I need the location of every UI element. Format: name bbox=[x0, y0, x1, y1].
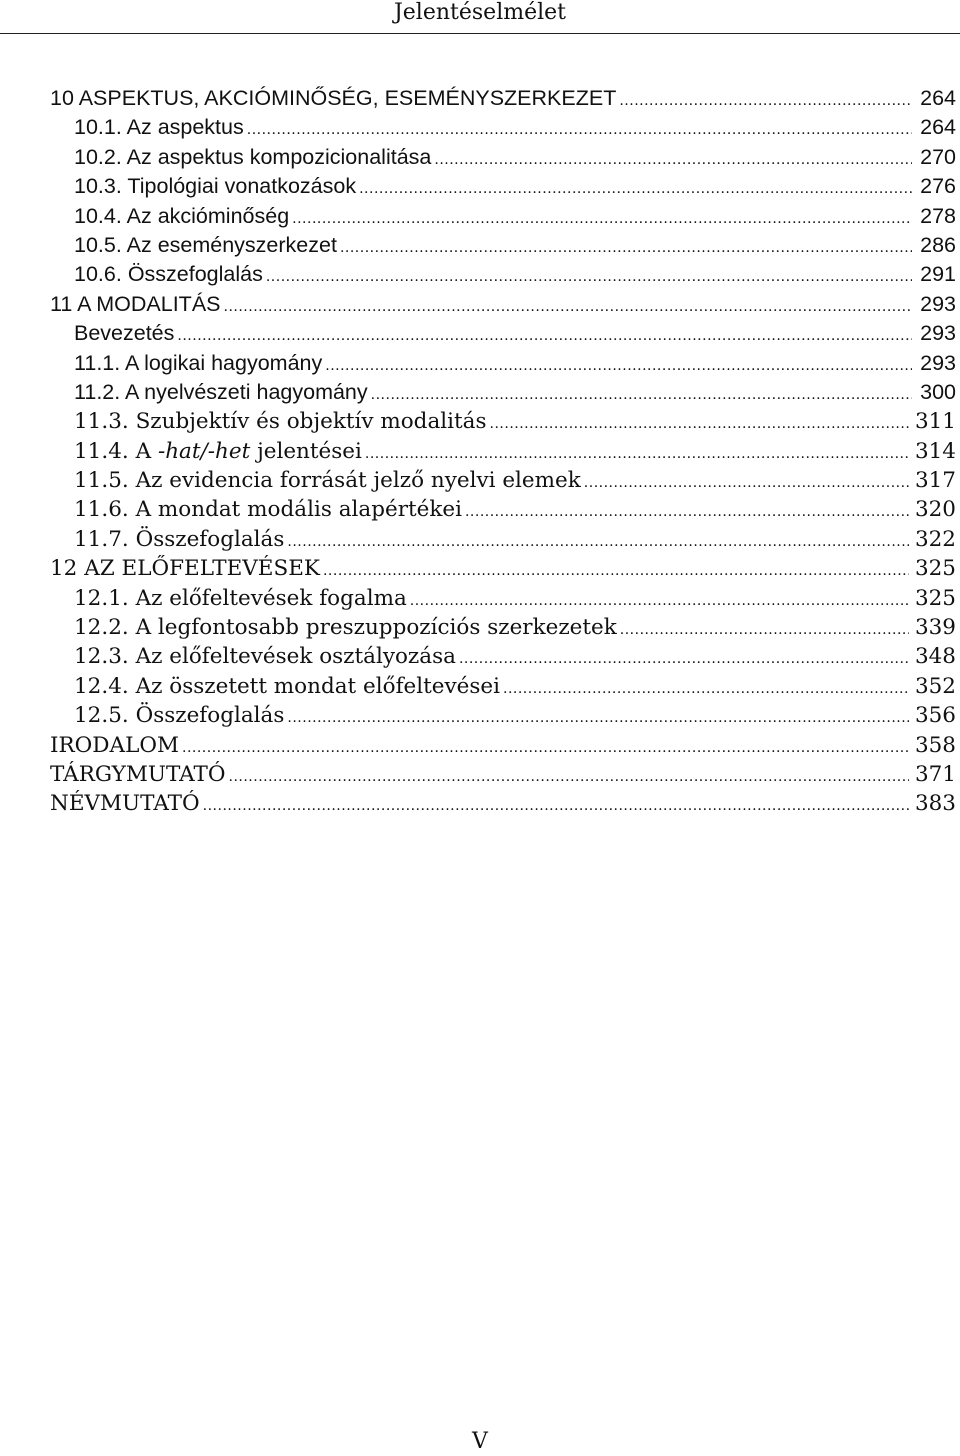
toc-entry-text-italic: -hat/-het bbox=[157, 438, 251, 464]
toc-entry-page: 322 bbox=[914, 526, 956, 552]
toc-entry-title bbox=[74, 319, 174, 348]
toc-entry-number: 12.2. bbox=[74, 615, 129, 641]
toc-entry[interactable] bbox=[50, 525, 956, 554]
toc-entry-text: Bevezetés bbox=[74, 321, 175, 346]
toc-entry-number: 10.3. bbox=[74, 174, 122, 199]
toc-entry-number: 10.5. bbox=[74, 232, 122, 257]
toc-entry-title bbox=[74, 701, 284, 730]
toc-entry[interactable] bbox=[50, 731, 956, 760]
toc-entry[interactable] bbox=[50, 466, 956, 495]
toc-entry-page: 317 bbox=[914, 468, 956, 494]
toc-entry[interactable] bbox=[50, 172, 956, 201]
dot-leader bbox=[619, 87, 912, 116]
dot-leader bbox=[177, 322, 912, 351]
toc-entry-page: 270 bbox=[920, 144, 956, 169]
toc-entry-title bbox=[74, 437, 362, 466]
toc-entry-title bbox=[74, 466, 581, 495]
toc-entry-number: 11.4. bbox=[74, 438, 129, 464]
toc-entry-title bbox=[74, 172, 356, 201]
toc-entry-title bbox=[50, 760, 226, 789]
toc-entry[interactable] bbox=[50, 319, 956, 348]
toc-entry-title bbox=[74, 407, 487, 436]
toc-entry-number: 11.6. bbox=[74, 497, 129, 523]
toc-entry[interactable] bbox=[50, 789, 956, 818]
toc-entry-text: Összefoglalás bbox=[135, 526, 285, 552]
toc-entry-number: 12.1. bbox=[74, 585, 129, 611]
toc-entry[interactable] bbox=[50, 760, 956, 789]
toc-entry[interactable] bbox=[50, 260, 956, 289]
dot-leader bbox=[247, 116, 912, 145]
toc-entry[interactable] bbox=[50, 407, 956, 436]
toc-entry[interactable] bbox=[50, 231, 956, 260]
dot-leader bbox=[266, 263, 912, 292]
toc-entry-title bbox=[74, 672, 500, 701]
toc-entry[interactable] bbox=[50, 349, 956, 378]
dot-leader bbox=[584, 469, 909, 498]
toc-entry-number: 10.1. bbox=[74, 115, 122, 140]
dot-leader bbox=[503, 675, 909, 704]
dot-leader bbox=[465, 498, 909, 527]
toc-entry-title bbox=[74, 231, 337, 260]
toc-entry-page: 314 bbox=[914, 438, 956, 464]
toc-entry-page: 325 bbox=[914, 556, 956, 582]
toc-entry-title bbox=[74, 495, 462, 524]
toc-entry-page: 291 bbox=[920, 262, 956, 287]
toc-entry-page: 311 bbox=[914, 409, 956, 435]
toc-entry-text-after: jelentései bbox=[250, 438, 362, 464]
dot-leader bbox=[434, 146, 912, 175]
toc-entry-title bbox=[74, 202, 289, 231]
dot-leader bbox=[229, 763, 909, 792]
toc-entry[interactable] bbox=[50, 613, 956, 642]
toc-entry-text: Az aspektus kompozicionalitása bbox=[126, 144, 432, 169]
toc-entry-text: A MODALITÁS bbox=[77, 291, 221, 316]
toc-entry-page: 300 bbox=[920, 379, 956, 404]
dot-leader bbox=[182, 734, 909, 763]
dot-leader bbox=[323, 557, 909, 586]
toc-entry-page: 276 bbox=[920, 174, 956, 199]
toc-entry-text: Az eseményszerkezet bbox=[126, 232, 337, 257]
toc-entry-page: 320 bbox=[914, 497, 956, 523]
toc-entry-text: AZ ELŐFELTEVÉSEK bbox=[84, 556, 320, 582]
toc-entry-text: Az akcióminőség bbox=[126, 203, 290, 228]
toc-entry-number: 11.3. bbox=[74, 409, 129, 435]
toc-entry-number: 12.5. bbox=[74, 703, 129, 729]
toc-entry-page: 348 bbox=[914, 644, 956, 670]
toc-entry[interactable] bbox=[50, 202, 956, 231]
toc-entry-number: 11 bbox=[50, 291, 73, 316]
toc-entry-number: 10 bbox=[50, 86, 74, 110]
toc-entry-page: 352 bbox=[914, 673, 956, 699]
toc-entry[interactable] bbox=[50, 84, 956, 113]
toc-entry-title bbox=[74, 584, 407, 613]
toc-entry-page: 325 bbox=[914, 585, 956, 611]
toc-entry-number: 12.3. bbox=[74, 644, 129, 670]
toc-entry-text: A logikai hagyomány bbox=[125, 350, 323, 375]
toc-entry-title bbox=[50, 290, 221, 319]
toc-entry-page: 286 bbox=[920, 232, 956, 257]
table-of-contents bbox=[50, 84, 956, 819]
toc-entry-text: ASPEKTUS, AKCIÓMINŐSÉG, ESEMÉNYSZERKEZET bbox=[78, 86, 617, 110]
toc-entry-number: 11.2. bbox=[74, 379, 121, 404]
toc-entry-title bbox=[74, 642, 456, 671]
dot-leader bbox=[287, 704, 909, 733]
toc-entry-text: IRODALOM bbox=[50, 732, 179, 758]
toc-entry-number: 12 bbox=[50, 556, 78, 582]
toc-entry[interactable] bbox=[50, 495, 956, 524]
toc-entry-title bbox=[74, 260, 263, 289]
toc-entry-page: 356 bbox=[914, 703, 956, 729]
toc-entry-page: 293 bbox=[920, 321, 956, 346]
toc-entry-title bbox=[50, 731, 179, 760]
toc-entry-text: Az evidencia forrását jelző nyelvi elemek bbox=[135, 468, 581, 494]
toc-entry[interactable] bbox=[50, 143, 956, 172]
toc-entry-text: Az előfeltevések osztályozása bbox=[135, 644, 456, 670]
dot-leader bbox=[620, 616, 909, 645]
toc-entry-title bbox=[74, 143, 431, 172]
dot-leader bbox=[359, 175, 912, 204]
dot-leader bbox=[490, 410, 909, 439]
toc-entry-page: 358 bbox=[914, 732, 956, 758]
page-number: V bbox=[472, 1429, 488, 1454]
toc-entry[interactable] bbox=[50, 701, 956, 730]
toc-entry[interactable] bbox=[50, 554, 956, 583]
dot-leader bbox=[224, 293, 913, 322]
toc-entry-text: TÁRGYMUTATÓ bbox=[50, 761, 226, 787]
toc-entry-number: 11.7. bbox=[74, 526, 129, 552]
toc-entry-text: A nyelvészeti hagyomány bbox=[125, 379, 368, 404]
toc-entry-text: Az összetett mondat előfeltevései bbox=[135, 673, 500, 699]
running-header bbox=[0, 0, 960, 34]
dot-leader bbox=[287, 528, 909, 557]
toc-entry[interactable] bbox=[50, 113, 956, 142]
toc-entry-title bbox=[50, 789, 200, 818]
running-title: Jelentéselmélet bbox=[393, 0, 567, 25]
dot-leader bbox=[203, 792, 909, 821]
toc-entry-title bbox=[74, 613, 617, 642]
toc-entry[interactable] bbox=[50, 672, 956, 701]
toc-entry-page: 371 bbox=[914, 761, 956, 787]
toc-entry-number: 10.4. bbox=[74, 203, 122, 228]
toc-entry-page: 383 bbox=[914, 791, 956, 817]
toc-entry-text: Összefoglalás bbox=[135, 703, 285, 729]
toc-entry-title bbox=[50, 554, 320, 583]
toc-entry-text: A bbox=[135, 438, 158, 464]
dot-leader bbox=[325, 352, 912, 381]
toc-entry-number: 10.2. bbox=[74, 144, 122, 169]
toc-entry-page: 339 bbox=[914, 615, 956, 641]
toc-entry[interactable] bbox=[50, 584, 956, 613]
toc-entry-title bbox=[74, 349, 322, 378]
toc-entry-text: Összefoglalás bbox=[127, 262, 263, 287]
toc-entry-page: 278 bbox=[920, 203, 956, 228]
toc-entry-title bbox=[74, 525, 284, 554]
toc-entry-text: Szubjektív és objektív modalitás bbox=[135, 409, 487, 435]
toc-entry-text: Az aspektus bbox=[126, 115, 244, 140]
toc-entry-title bbox=[74, 378, 368, 407]
toc-entry-text: A mondat modális alapértékei bbox=[135, 497, 462, 523]
toc-entry-text: Az előfeltevések fogalma bbox=[135, 585, 407, 611]
dot-leader bbox=[459, 645, 909, 674]
toc-entry-number: 12.4. bbox=[74, 673, 129, 699]
toc-entry-number: 10.6. bbox=[74, 262, 122, 287]
dot-leader bbox=[340, 234, 912, 263]
toc-entry[interactable] bbox=[50, 290, 956, 319]
dot-leader bbox=[292, 205, 912, 234]
toc-entry-number: 11.5. bbox=[74, 468, 129, 494]
toc-entry-text: Tipológiai vonatkozások bbox=[127, 174, 357, 199]
toc-entry-page: 264 bbox=[920, 115, 956, 140]
toc-entry-title bbox=[50, 84, 616, 113]
toc-entry[interactable] bbox=[50, 437, 956, 466]
toc-entry-title bbox=[74, 113, 244, 142]
dot-leader bbox=[410, 587, 909, 616]
dot-leader bbox=[365, 440, 909, 469]
toc-entry-page: 293 bbox=[920, 350, 956, 375]
toc-entry[interactable] bbox=[50, 378, 956, 407]
toc-entry-page: 293 bbox=[920, 291, 956, 316]
toc-entry-text: A legfontosabb preszuppozíciós szerkezetek bbox=[135, 615, 617, 641]
toc-entry-page: 264 bbox=[920, 86, 956, 110]
dot-leader bbox=[371, 381, 912, 410]
toc-entry-number: 11.1. bbox=[74, 350, 121, 375]
toc-entry[interactable] bbox=[50, 642, 956, 671]
toc-entry-text: NÉVMUTATÓ bbox=[50, 791, 200, 817]
